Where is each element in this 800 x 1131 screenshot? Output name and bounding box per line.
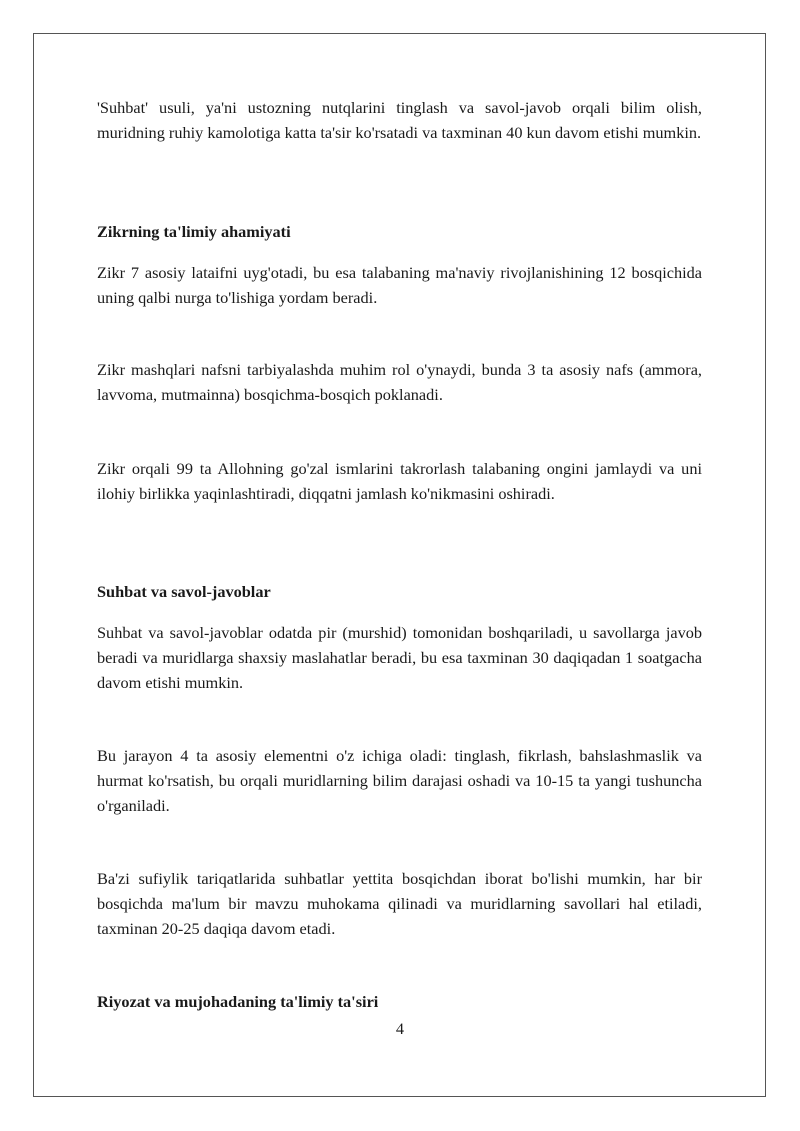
paragraph-jarayon-elementlar: Bu jarayon 4 ta asosiy elementni o'z ichiga oladi: tinglash, fikrlash, bahslashmaslik va hurmat ko'rsatish, bu orqali muridlarning bilim darajasi oshadi va 10-15 ta yangi tushuncha o'rganiladi. xyxy=(97,746,702,815)
heading-riyozat-mujohada: Riyozat va mujohadaning ta'limiy ta'siri xyxy=(97,992,379,1011)
page-number: 4 xyxy=(395,1019,405,1038)
paragraph-suhbat-pir: Suhbat va savol-javoblar odatda pir (murshid) tomonidan boshqariladi, u savollarga javob beradi va muridlarga shaxsiy maslahatlar beradi, bu esa taxminan 30 daqiqadan 1 soatgacha davom etishi mumkin. xyxy=(97,623,702,692)
heading-suhbat-savol-javoblar: Suhbat va savol-javoblar xyxy=(97,582,271,601)
paragraph-tariqat-bosqichlar: Ba'zi sufiylik tariqatlarida suhbatlar yettita bosqichdan iborat bo'lishi mumkin, har bir bosqichda ma'lum bir mavzu muhokama qilinadi va muridlarning savollari hal etiladi, taxminan 20-25 daqiqa davom etadi. xyxy=(97,869,702,938)
paragraph-zikr-ismlar: Zikr orqali 99 ta Allohning go'zal ismlarini takrorlash talabaning ongini jamlaydi va uni ilohiy birlikka yaqinlashtiradi, diqqatni jamlash ko'nikmasini oshiradi. xyxy=(97,459,702,503)
paragraph-zikr-lataif: Zikr 7 asosiy lataifni uyg'otadi, bu esa talabaning ma'naviy rivojlanishining 12 bosqichida uning qalbi nurga to'lishiga yordam beradi. xyxy=(97,263,702,307)
heading-zikr-ahamiyati: Zikrning ta'limiy ahamiyati xyxy=(97,222,291,241)
paragraph-suhbat-usuli: 'Suhbat' usuli, ya'ni ustozning nutqlarini tinglash va savol-javob orqali bilim olish, muridning ruhiy kamolotiga katta ta'sir ko'rsatadi va taxminan 40 kun davom etishi mumkin. xyxy=(97,98,702,142)
paragraph-zikr-nafs: Zikr mashqlari nafsni tarbiyalashda muhim rol o'ynaydi, bunda 3 ta asosiy nafs (ammora, lavvoma, mutmainna) bosqichma-bosqich poklanadi. xyxy=(97,360,702,404)
